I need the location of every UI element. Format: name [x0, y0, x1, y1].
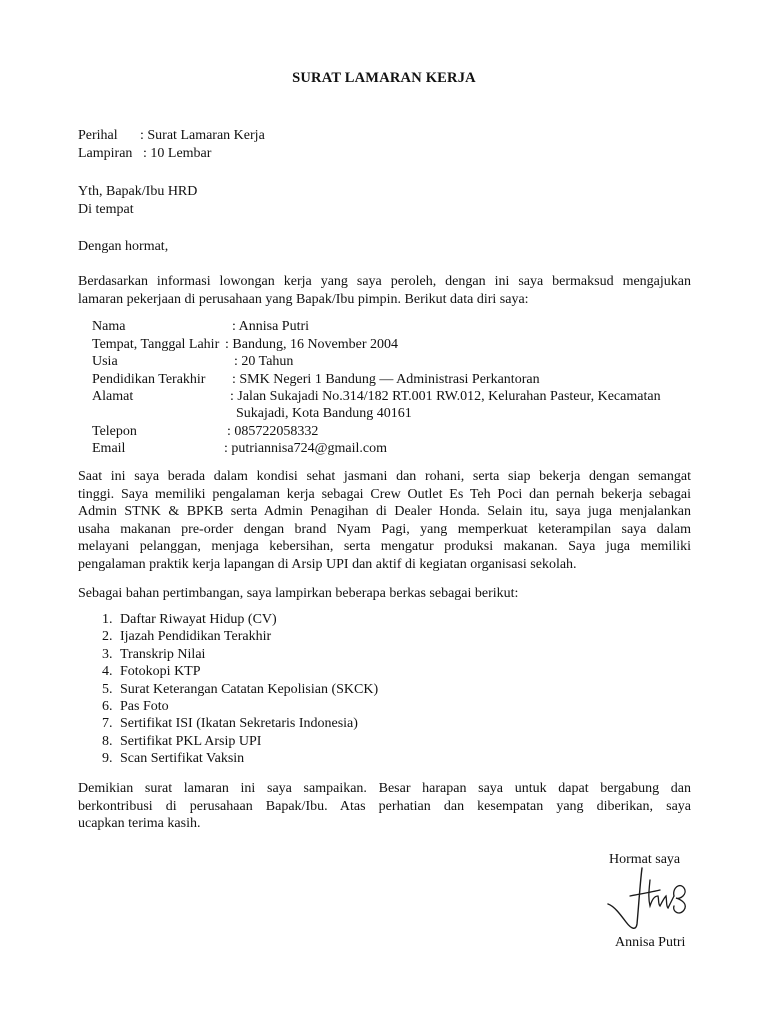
letter-title: SURAT LAMARAN KERJA	[292, 70, 476, 86]
signature-image	[606, 866, 692, 936]
list-item: 1. Daftar Riwayat Hidup (CV)	[102, 612, 277, 627]
pendidikan-value: : SMK Negeri 1 Bandung — Administrasi Perkantoran	[232, 372, 540, 387]
ttl-value: : Bandung, 16 November 2004	[225, 337, 399, 352]
list-item: 6. Pas Foto	[102, 699, 169, 715]
closing-line: Demikian surat lamaran ini saya sampaikan. Besar harapan saya untuk dapat bergabung dan	[78, 781, 691, 796]
list-item: 3. Transkrip Nilai	[102, 646, 206, 662]
email-label: Email	[92, 441, 126, 456]
intro-paragraph	[78, 273, 691, 308]
pendidikan-label: Pendidikan Terakhir	[92, 372, 206, 387]
lampiran-label: Lampiran	[78, 146, 133, 161]
body-line: usaha makanan pre-order dengan brand Nyam Pagi, yang memperkuat keterampilan saya dalam	[78, 521, 691, 537]
closing-line: berkontribusi di perusahaan Bapak/Ibu. Atas perhatian dan kesempatan yang diberikan, saya	[78, 798, 691, 814]
nama-value: : Annisa Putri	[232, 319, 310, 334]
body-line: Admin STNK & BPKB serta Admin Penagihan di Dealer Honda. Selain itu, saya juga menjalankan	[78, 504, 691, 519]
body-line: tinggi. Saya memiliki pengalaman kerja sebagai Crew Outlet Es Teh Poci dan pernah bekerja sebagai	[78, 486, 691, 502]
greeting: Dengan hormat,	[78, 239, 169, 254]
list-item: 4. Fotokopi KTP	[102, 664, 201, 680]
email-value: : putriannisa724@gmail.com	[224, 441, 387, 456]
list-item: 9. Scan Sertifikat Vaksin	[102, 751, 245, 767]
signoff: Hormat saya	[609, 852, 681, 867]
intro-line: Berdasarkan informasi lowongan kerja yang saya peroleh, dengan ini saya bermaksud mengajukan	[78, 274, 691, 289]
recipient-line: Yth, Bapak/Ibu HRD	[78, 184, 198, 199]
closing-paragraph	[78, 780, 691, 833]
lampiran-value: : 10 Lembar	[143, 146, 212, 161]
usia-value: : 20 Tahun	[234, 354, 294, 369]
body-line: pengalaman praktik kerja lapangan di Arsip UPI dan aktif di kegiatan organisasi sekolah.	[78, 556, 577, 572]
alamat-value: : Jalan Sukajadi No.314/182 RT.001 RW.012, Kelurahan Pasteur, Kecamatan	[230, 389, 661, 404]
usia-label: Usia	[92, 354, 118, 369]
ttl-label: Tempat, Tanggal Lahir	[92, 337, 220, 352]
telepon-label: Telepon	[92, 424, 137, 439]
list-item: 2. Ijazah Pendidikan Terakhir	[102, 629, 272, 645]
alamat-label: Alamat	[92, 389, 134, 404]
list-item: 8. Sertifikat PKL Arsip UPI	[102, 733, 262, 749]
recipient-place: Di tempat	[78, 202, 134, 217]
intro-line: lamaran pekerjaan di perusahaan yang Bapak/Ibu pimpin. Berikut data diri saya:	[78, 291, 529, 307]
body-paragraph	[78, 468, 691, 573]
signature-name: Annisa Putri	[615, 935, 686, 950]
attachments-list	[102, 611, 378, 768]
alamat-value-cont: Sukajadi, Kota Bandung 40161	[236, 406, 412, 421]
closing-line: ucapkan terima kasih.	[78, 816, 201, 831]
body-line: Saat ini saya berada dalam kondisi sehat jasmani dan rohani, serta siap bekerja dengan semangat	[78, 469, 691, 484]
list-item: 5. Surat Keterangan Catatan Kepolisian (SKCK)	[102, 681, 379, 697]
perihal-value: : Surat Lamaran Kerja	[140, 128, 265, 143]
list-item: 7. Sertifikat ISI (Ikatan Sekretaris Indonesia)	[102, 716, 358, 732]
nama-label: Nama	[92, 319, 126, 334]
perihal-label: Perihal	[78, 128, 118, 143]
telepon-value: : 085722058332	[227, 424, 319, 439]
body-line: melayani pelanggan, menjaga kebersihan, serta mengatur produksi makanan. Saya juga memiliki	[78, 539, 691, 554]
attachments-intro: Sebagai bahan pertimbangan, saya lampirkan beberapa berkas sebagai berikut:	[78, 586, 519, 601]
